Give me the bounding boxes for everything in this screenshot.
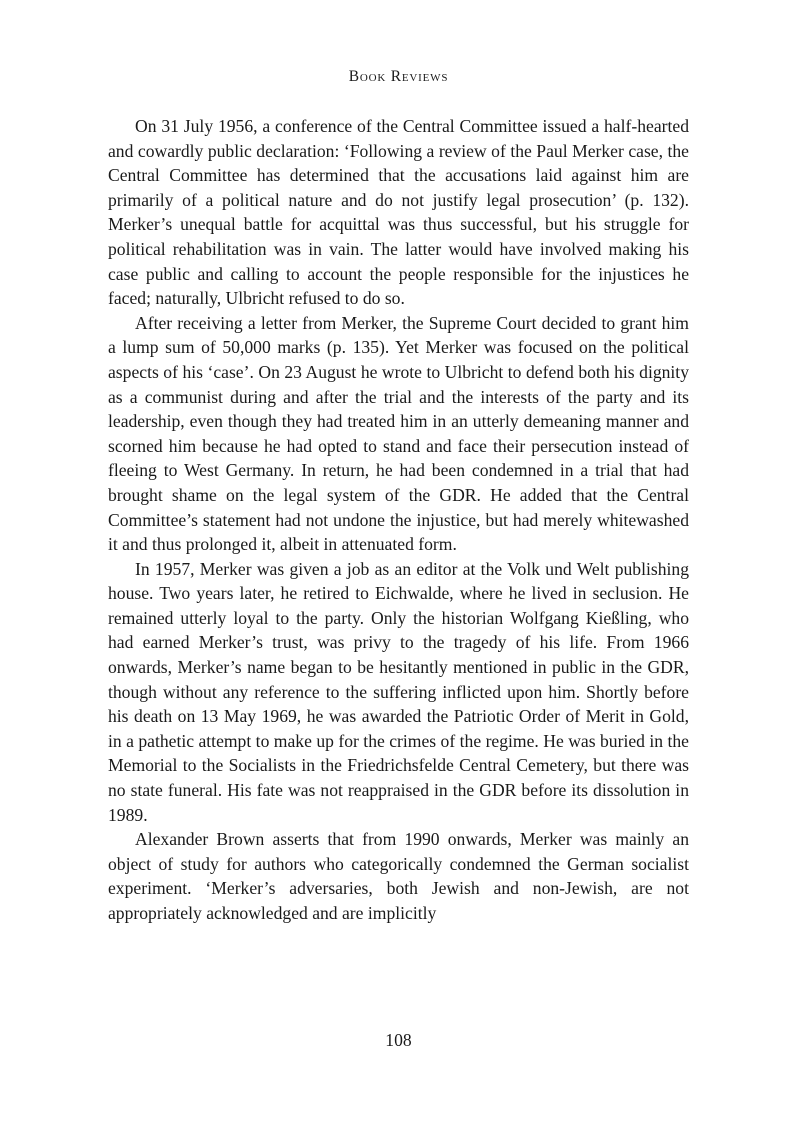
paragraph-3: In 1957, Merker was given a job as an editor at the Volk und Welt publishing house. Two years later, he retired to Eichwalde, where he lived in seclusion. He remained utterly loyal to the party. Only the historian Wolfgang Kießling, who had earned Merker’s trust, was privy to the tragedy of his life. From 1966 onwards, Merker’s name began to be hesitantly mentioned in public in the GDR, though without any reference to the suffering inflicted upon him. Shortly before his death on 13 May 1969, he was awarded the Patriotic Order of Merit in Gold, in a pathetic attempt to make up for the crimes of the regime. He was buried in the Memorial to the Socialists in the Friedrichsfelde Central Cemetery, but there was no state funeral. His fate was not reappraised in the GDR before its dissolution in 1989.: [108, 558, 689, 825]
body-text: [108, 114, 689, 926]
book-page: [108, 60, 689, 1070]
paragraph-1: On 31 July 1956, a conference of the Central Committee issued a half-hearted and cowardly public declaration: ‘Following a review of the Paul Merker case, the Central Committee has determined that the accusations laid against him are primarily of a political nature and do not justify legal prosecution’ (p. 132). Merker’s unequal battle for acquittal was thus successful, but his struggle for political rehabilitation was in vain. The latter would have involved making his case public and calling to account the people responsible for the injustices he faced; naturally, Ulbricht refused to do so.: [108, 116, 689, 309]
running-head: Book Reviews: [348, 68, 449, 85]
page-number: 108: [385, 1030, 412, 1050]
paragraph-2: After receiving a letter from Merker, the Supreme Court decided to grant him a lump sum of 50,000 marks (p. 135). Yet Merker was focused on the political aspects of his ‘case’. On 23 August he wrote to Ulbricht to defend both his dignity as a communist during and after the trial and the interests of the party and its leadership, even though they had treated him in an utterly demeaning manner and scorned him because he had opted to stand and face their persecution instead of fleeing to West Germany. In return, he had been condemned in a trial that had brought shame on the legal system of the GDR. He added that the Central Committee’s statement had not undone the injustice, but had merely whitewashed it and thus prolonged it, albeit in attenuated form.: [108, 312, 689, 555]
paragraph-4: Alexander Brown asserts that from 1990 onwards, Merker was mainly an object of study for authors who categorically condemned the German socialist experiment. ‘Merker’s adversaries, both Jewish and non-Jewish, are not appropriately acknowledged and are implicitly: [108, 829, 689, 923]
